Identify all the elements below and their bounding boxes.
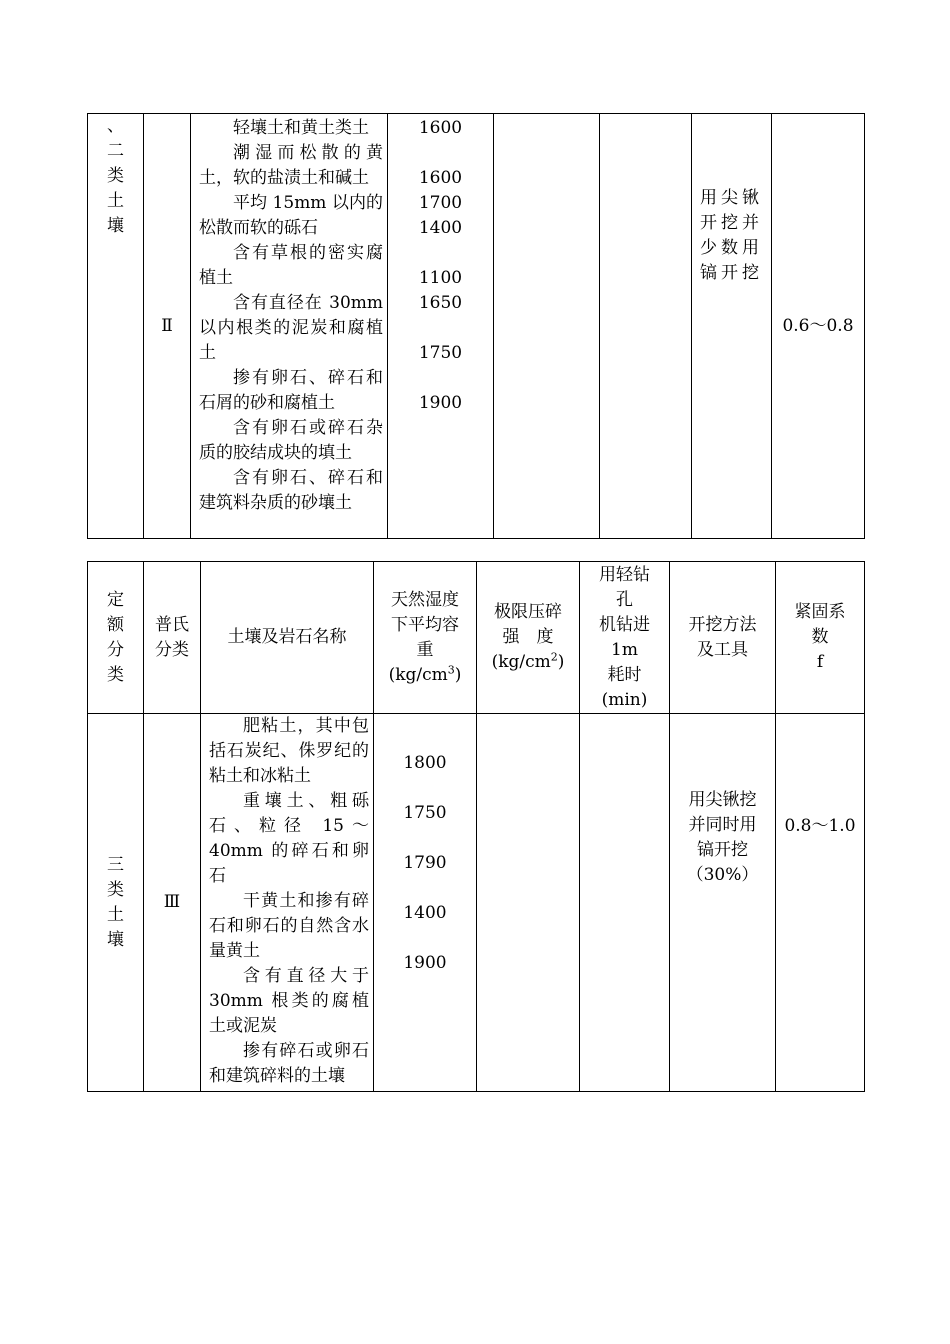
soil-name: 含有卵石或碎石杂质的胶结成块的填土 — [199, 418, 383, 463]
strength-cell — [477, 714, 580, 1092]
header-strength-tail: ) — [557, 652, 565, 672]
method-cell — [692, 114, 772, 539]
header-density-text: 天然湿度 下平均容 重 (kg/cm — [388, 589, 459, 685]
header-density — [374, 562, 477, 714]
category-cell: 、 二 类 土 壤 — [88, 114, 144, 539]
soil-names-cell — [201, 714, 374, 1092]
drill-time-cell — [600, 114, 692, 539]
grade-cell: Ⅲ — [144, 714, 201, 1092]
soil-name: 含有直径在 30mm 以内根类的泥炭和腐植土 — [199, 293, 383, 363]
coefficient-cell: 0.8～1.0 — [776, 714, 865, 1092]
header-method: 开挖方法 及工具 — [670, 562, 776, 714]
density-values-cell: 1800 1750 1790 1400 1900 — [374, 714, 477, 1092]
header-strength-text: 极限压碎 强 度 (kg/cm — [491, 602, 562, 672]
header-grade: 普氏 分类 — [144, 562, 201, 714]
soil-name: 轻壤土和黄土类土 — [233, 118, 369, 138]
method-cell: 用尖锹挖 并同时用 镐开挖 （30%） — [670, 714, 776, 1092]
header-name: 土壤及岩石名称 — [201, 562, 374, 714]
header-drill-time: 用轻钻 孔 机钻进 1m 耗时 (min) — [580, 562, 670, 714]
header-strength-sup: 2 — [550, 650, 558, 664]
header-row — [88, 562, 865, 714]
header-density-tail: ) — [454, 664, 462, 685]
soil-name: 掺有卵石、碎石和石屑的砂和腐植土 — [199, 368, 383, 413]
soil-name: 干黄土和掺有碎石和卵石的自然含水量黄土 — [209, 891, 369, 961]
soil-name: 含有直径大于 30mm 根类的腐植土或泥炭 — [209, 966, 369, 1036]
header-strength — [477, 562, 580, 714]
soil-name: 肥粘土，其中包括石炭纪、侏罗纪的粘土和冰粘土 — [209, 716, 369, 786]
soil-table-class-3 — [87, 561, 865, 1092]
soil-name: 掺有碎石或卵石和建筑碎料的土壤 — [209, 1041, 369, 1086]
soil-name: 含有卵石、碎石和建筑料杂质的砂壤土 — [199, 468, 383, 513]
header-category: 定 额 分 类 — [88, 562, 144, 714]
soil-names-cell — [191, 114, 388, 539]
coefficient-cell: 0.6～0.8 — [772, 114, 865, 539]
category-cell: 三 类 土 壤 — [88, 714, 144, 1092]
header-coefficient: 紧固系 数 f — [776, 562, 865, 714]
soil-name: 潮湿而松散的黄土，软的盐渍土和碱土 — [199, 143, 383, 188]
grade-cell: Ⅱ — [144, 114, 191, 539]
method-text: 用尖锹开挖并少数用镐开挖 — [700, 188, 763, 283]
data-row — [88, 714, 865, 1092]
soil-table-class-2 — [87, 113, 865, 539]
strength-cell — [494, 114, 600, 539]
header-density-sup: 3 — [447, 662, 455, 676]
soil-name: 含有草根的密实腐植土 — [199, 243, 383, 288]
density-values-cell: 1600 1600 1700 1400 1100 1650 1750 1900 — [388, 114, 494, 539]
soil-name: 重壤土、粗砾石、粒径 15～40mm 的碎石和卵石 — [209, 791, 369, 886]
soil-name: 平均 15mm 以内的松散而软的砾石 — [199, 193, 383, 238]
drill-time-cell — [580, 714, 670, 1092]
